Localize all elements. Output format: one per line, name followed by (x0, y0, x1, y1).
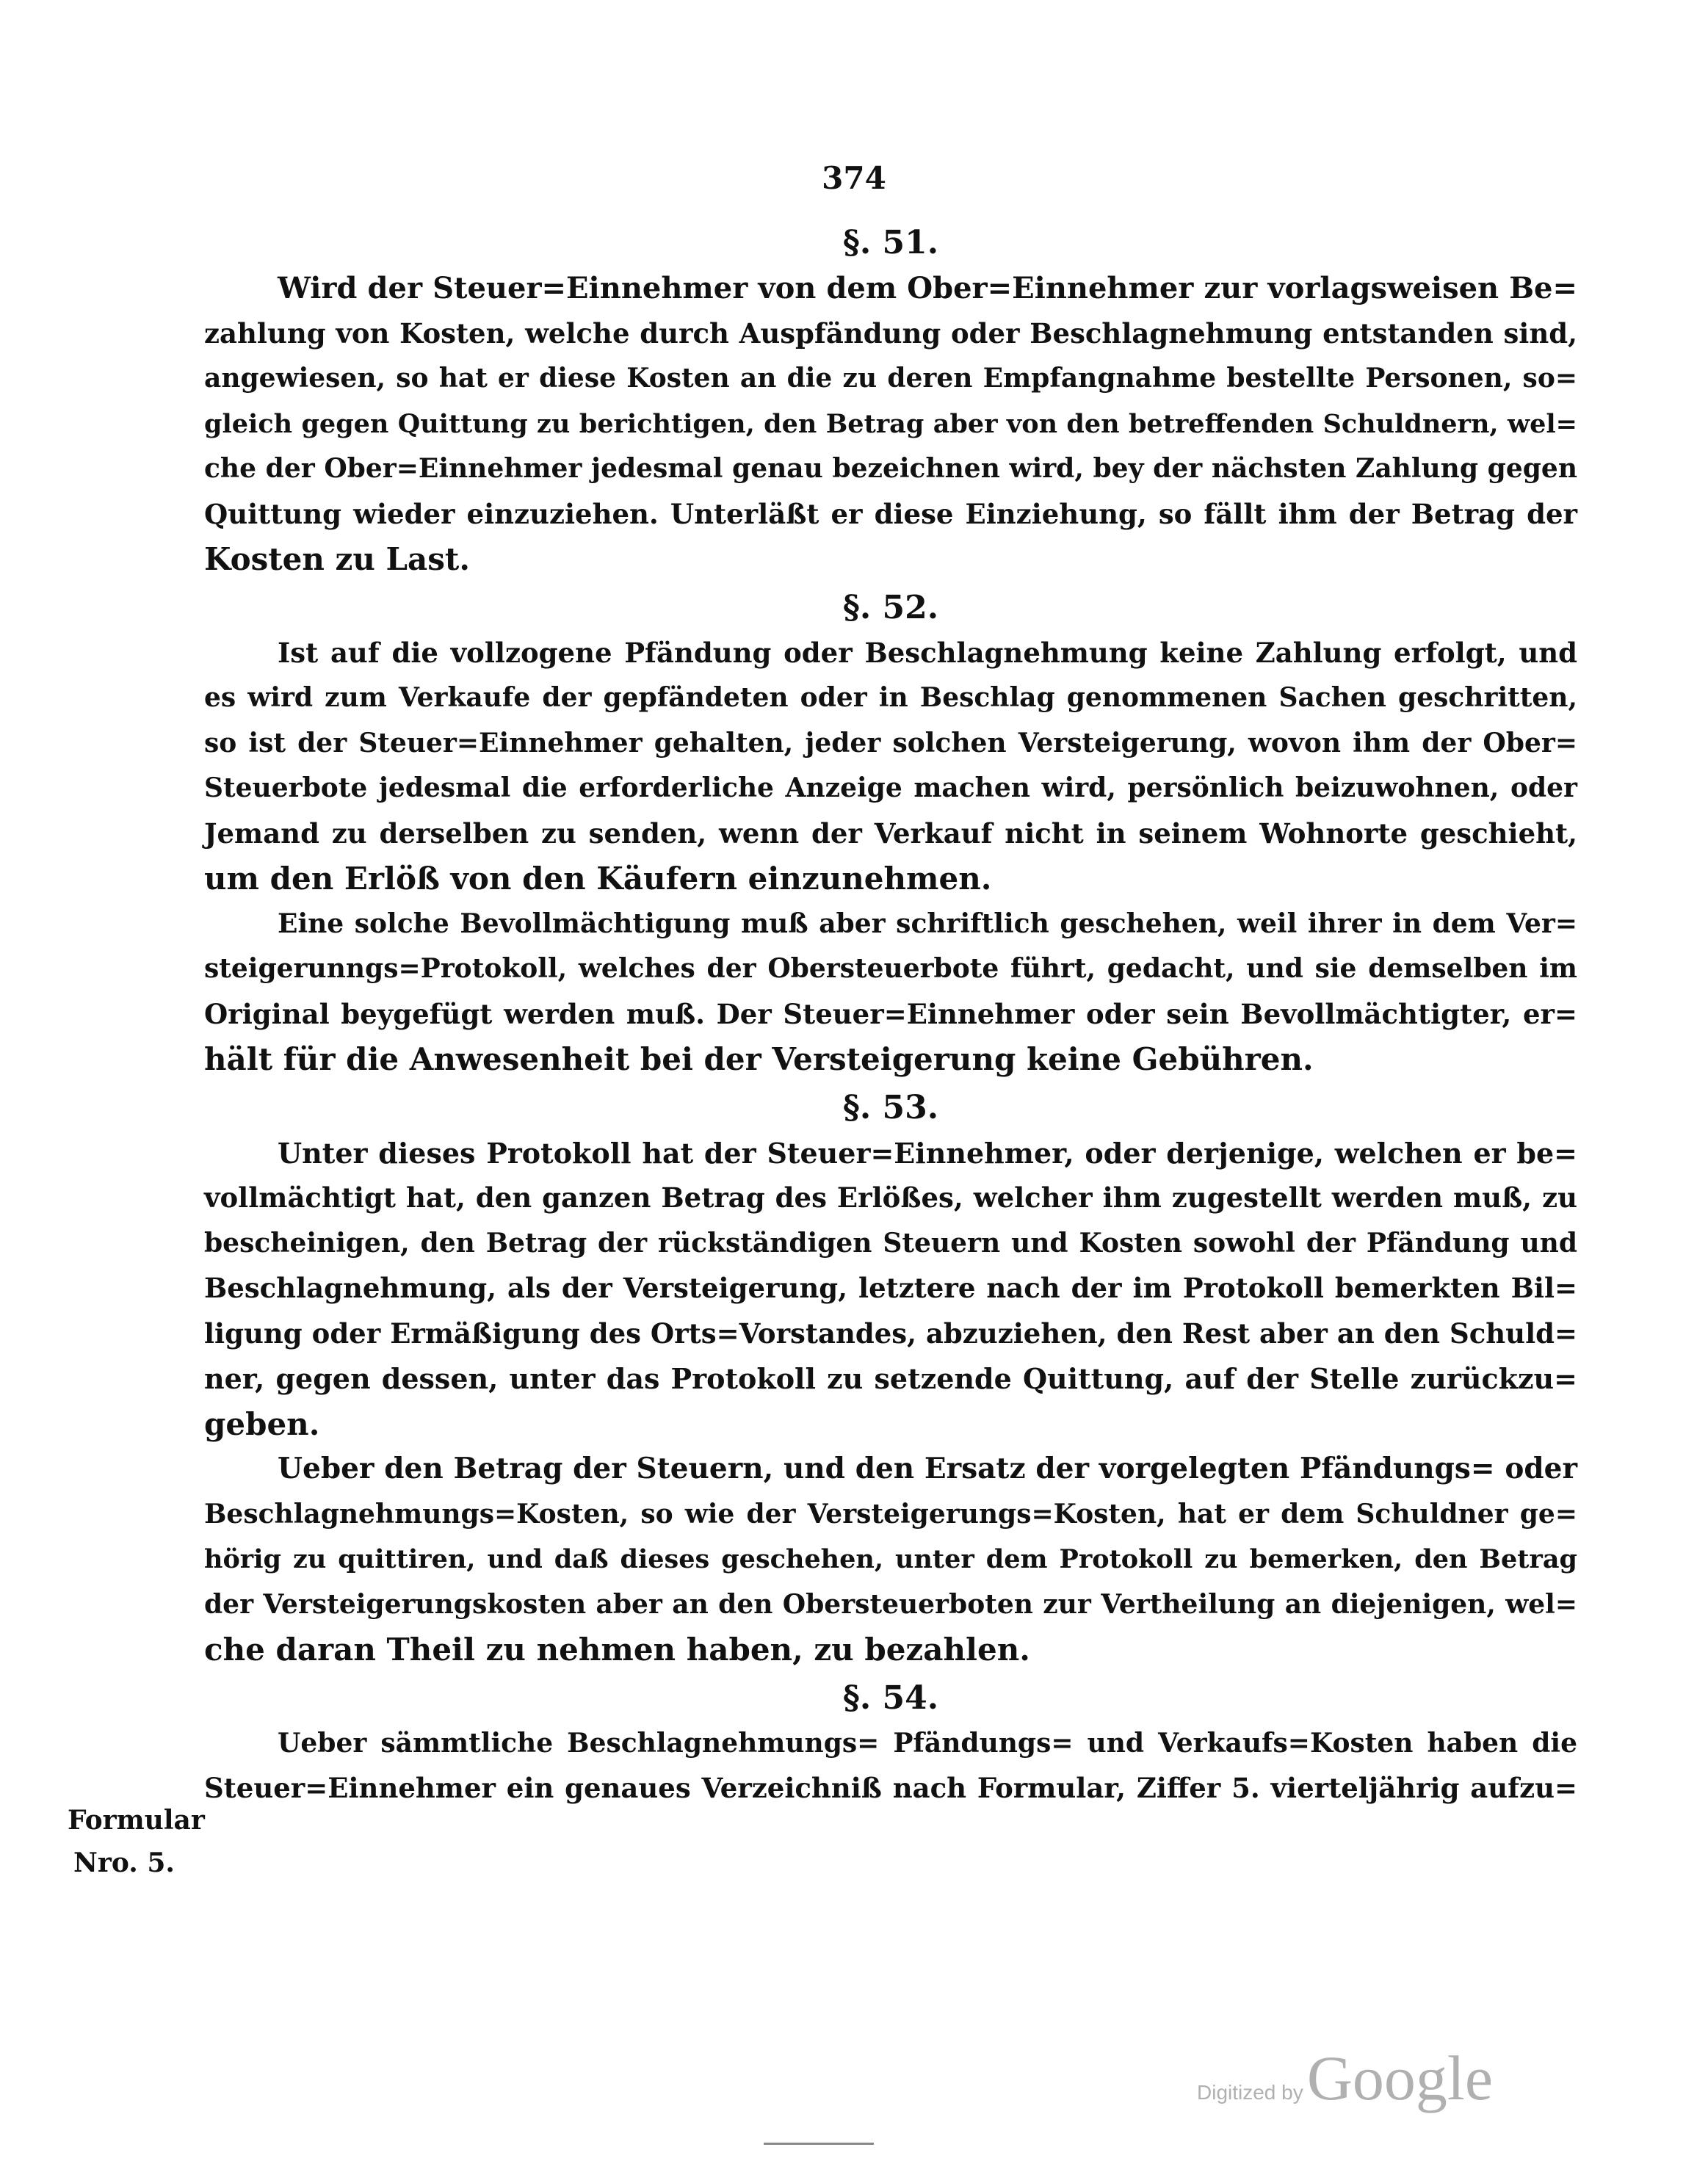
text-line: Quittung wieder einzuziehen. Unterläßt er diese Einziehung, so fällt ihm der Betrag der (204, 497, 1577, 530)
text-line: ligung oder Ermäßigung des Orts=Vorstandes, abzuziehen, den Rest aber an den Schuld= (204, 1317, 1577, 1350)
text-line: Ueber den Betrag der Steuern, und den Ersatz der vorgelegten Pfändungs= oder (278, 1452, 1577, 1485)
text-line: Steuer=Einnehmer ein genaues Verzeichniß nach Formular, Ziffer 5. vierteljährig aufzu= (204, 1772, 1577, 1804)
text-line: es wird zum Verkaufe der gepfändeten oder in Beschlag genommenen Sachen geschritten, (204, 682, 1577, 713)
section-heading: §. 51. (842, 224, 939, 261)
section-gap (204, 1811, 1577, 1814)
watermark-prefix: Digitized by (1197, 2081, 1303, 2104)
watermark-brand: Google (1306, 2043, 1493, 2113)
text-line: Eine solche Bevollmächtigung muß aber schriftlich geschehen, weil ihrer in dem Ver= (278, 908, 1577, 939)
text-line: so ist der Steuer=Einnehmer gehalten, jeder solchen Versteigerung, wovon ihm der Ober= (204, 727, 1577, 759)
text-line: Steuerbote jedesmal die erforderliche Anzeige machen wird, persönlich beizuwohnen, oder (204, 772, 1577, 803)
text-line: zahlung von Kosten, welche durch Auspfändung oder Beschlagnehmung entstanden sind, (204, 316, 1577, 350)
text-line: bescheinigen, den Betrag der rückständigen Steuern und Kosten sowohl der Pfändung und (204, 1227, 1577, 1259)
text-line: der Versteigerungskosten aber an den Obersteuerboten zur Vertheilung an diejenigen, wel= (204, 1588, 1577, 1620)
text-line: geben. (204, 1405, 320, 1442)
section-heading: §. 52. (842, 588, 939, 626)
text-line: che der Ober=Einnehmer jedesmal genau bezeichnen wird, bey der nächsten Zahlung gegen (204, 453, 1577, 484)
margin-note (68, 1799, 205, 1884)
section-heading: §. 53. (842, 1088, 939, 1126)
margin-note-line: Nro. 5. (73, 1847, 175, 1878)
text-line: hält für die Anwesenheit bei der Versteigerung keine Gebühren. (204, 1041, 1314, 1077)
text-line: gleich gegen Quittung zu berichtigen, den Betrag aber von den betreffenden Schuldnern, wel= (204, 408, 1577, 439)
text-line: che daran Theil zu nehmen haben, zu bezahlen. (204, 1632, 1030, 1668)
text-line: Beschlagnehmungs=Kosten, so wie der Versteigerungs=Kosten, hat er dem Schuldner ge= (204, 1498, 1577, 1530)
text-line: Unter dieses Protokoll hat der Steuer=Einnehmer, oder derjenige, welchen er be= (278, 1136, 1577, 1170)
text-line: steigerunngs=Protokoll, welches der Obersteuerbote führt, gedacht, und sie demselben im (204, 953, 1577, 984)
text-line: Jemand zu derselben zu senden, wenn der Verkauf nicht in seinem Wohnorte geschieht, (204, 817, 1577, 850)
text-line: angewiesen, so hat er diese Kosten an die zu deren Empfangnahme bestellte Personen, so= (204, 363, 1577, 394)
section-heading: §. 54. (842, 1679, 939, 1717)
text-line: Beschlagnehmung, als der Versteigerung, letztere nach der im Protokoll bemerkten Bil= (204, 1272, 1577, 1304)
margin-note-line: Formular (68, 1805, 205, 1836)
footer-rule (764, 2143, 874, 2145)
text-line: Kosten zu Last. (204, 541, 470, 577)
text-line: hörig zu quittiren, und daß dieses geschehen, unter dem Protokoll zu bemerken, den Betrag (204, 1544, 1577, 1574)
page-number: 374 (822, 160, 886, 196)
text-line: Ist auf die vollzogene Pfändung oder Beschlagnehmung keine Zahlung erfolgt, und (278, 636, 1577, 669)
digitized-by-google-watermark (1197, 2041, 1493, 2115)
text-line: Ueber sämmtliche Beschlagnehmungs= Pfändungs= und Verkaufs=Kosten haben die (278, 1727, 1577, 1759)
text-line: vollmächtigt hat, den ganzen Betrag des Erlößes, welcher ihm zugestellt werden muß, zu (204, 1181, 1577, 1214)
text-line: Original beygefügt werden muß. Der Steuer=Einnehmer oder sein Bevollmächtigter, er= (204, 997, 1577, 1030)
text-line: Wird der Steuer=Einnehmer von dem Ober=Einnehmer zur vorlagsweisen Be= (278, 271, 1577, 305)
text-line: um den Erlöß von den Käufern einzunehmen. (204, 861, 992, 897)
page-body (204, 220, 1577, 1814)
text-line: ner, gegen dessen, unter das Protokoll zu setzende Quittung, auf der Stelle zurückzu= (204, 1362, 1577, 1395)
